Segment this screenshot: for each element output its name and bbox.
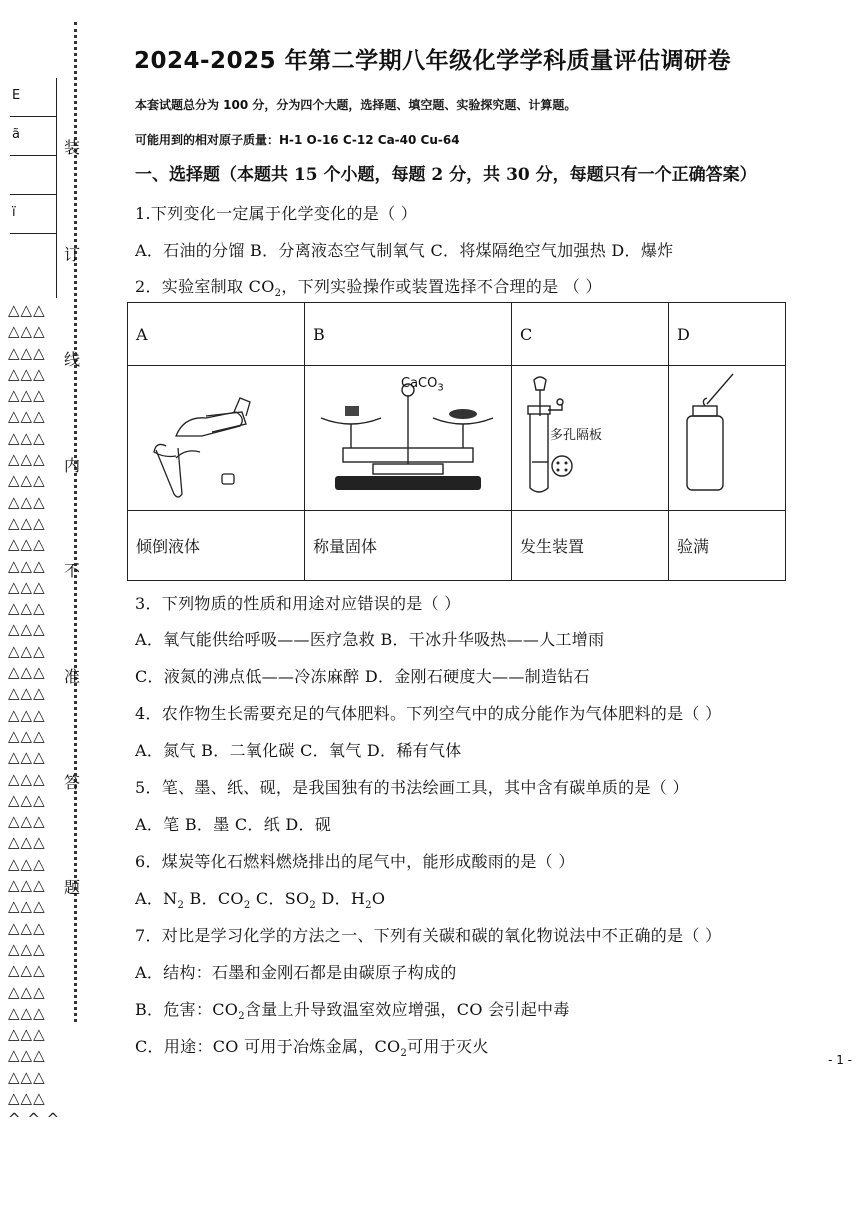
question-7-option-a: A．结构：石墨和金刚石都是由碳原子构成的 <box>135 963 457 982</box>
option-label: D <box>669 303 786 366</box>
binding-char: 准 <box>64 667 81 686</box>
question-1-options: A．石油的分馏 B．分离液态空气制氧气 C．将煤隔绝空气加强热 D．爆炸 <box>135 241 674 260</box>
info-box <box>10 156 56 195</box>
question-5-stem: 5．笔、墨、纸、砚，是我国独有的书法绘画工具，其中含有碳单质的是（ ） <box>135 778 689 797</box>
binding-char: 不 <box>64 561 81 580</box>
question-3-options: A．氧气能供给呼吸——医疗急救 B．干冰升华吸热——人工增雨 <box>135 630 605 649</box>
info-box: ã <box>10 117 56 156</box>
exam-title: 2024-2025 年第二学期八年级化学学科质量评估调研卷 <box>134 48 732 74</box>
info-box: ï <box>10 195 56 234</box>
binding-char: 答 <box>64 773 81 792</box>
option-label: B <box>305 303 512 366</box>
option-caption: 倾倒液体 <box>128 511 305 581</box>
info-box: E <box>10 78 56 117</box>
student-info-boxes <box>10 78 57 298</box>
binding-dotted-line <box>74 22 77 1022</box>
question-3-options: C．液氮的沸点低——冷冻麻醉 D．金刚石硬度大——制造钻石 <box>135 667 590 686</box>
option-label: C <box>512 303 669 366</box>
caco3-label: CaCO$_3$ <box>401 376 444 394</box>
question-1-stem: 1.下列变化一定属于化学变化的是（ ） <box>135 204 418 223</box>
section-heading: 一、选择题（本题共 15 个小题，每题 2 分，共 30 分，每题只有一个正确答案） <box>135 165 757 185</box>
balance-illustration <box>305 366 512 511</box>
question-6-options: A．$N_2$ B．$CO_2$ C．$SO_2$ D．$H_2O$ <box>135 889 386 912</box>
question-5-options: A．笔 B．墨 C．纸 D．砚 <box>135 815 332 834</box>
question-4-stem: 4．农作物生长需要充足的气体肥料。下列空气中的成分能作为气体肥料的是（ ） <box>135 704 722 723</box>
generator-illustration <box>512 366 669 511</box>
triangle-column: △△△ △△△ △△△ △△△ △△△ △△△ △△△ △△△ △△△ △△△ △△△ △△△ △△△ △△△ △△△ △△△ △△△ △△△ △△△ △△△ △△△ △△△ △△△ △△△ △△△ △△△ △△△ △△△ △△△ △△△ △△△ △△△ △△△ △△△ △△△ △△△ △△△ △△△ ^ ^ ^ <box>8 301 61 1129</box>
exam-note: 本套试题总分为 100 分，分为四个大题，选择题、填空题、实验探究题、计算题。 <box>135 98 577 112</box>
option-label: A <box>128 303 305 366</box>
option-caption: 称量固体 <box>305 511 512 581</box>
info-box <box>10 234 56 272</box>
binding-char: 订 <box>64 245 81 264</box>
question-3-stem: 3．下列物质的性质和用途对应错误的是（ ） <box>135 594 461 613</box>
question-6-stem: 6．煤炭等化石燃料燃烧排出的尾气中，能形成酸雨的是（ ） <box>135 852 575 871</box>
option-caption: 验满 <box>669 511 786 581</box>
pour-liquid-illustration <box>128 366 305 511</box>
page-number: - 1 - <box>828 1053 852 1067</box>
question-2-stem: 2．实验室制取 $CO_2$，下列实验操作或装置选择不合理的是 （ ） <box>135 277 602 300</box>
question-4-options: A．氮气 B．二氧化碳 C．氧气 D．稀有气体 <box>135 741 462 760</box>
atomic-mass-note: 可能用到的相对原子质量：H-1 O-16 C-12 Ca-40 Cu-64 <box>135 133 460 147</box>
question-2-table <box>127 302 786 581</box>
porous-plate-label: 多孔隔板 <box>550 428 603 443</box>
question-7-option-c: C．用途：CO 可用于冶炼金属，$CO_2$可用于灭火 <box>135 1037 489 1060</box>
gas-full-test-illustration <box>669 366 786 511</box>
binding-char: 题 <box>64 878 81 897</box>
option-caption: 发生装置 <box>512 511 669 581</box>
binding-char: 内 <box>64 456 81 475</box>
question-7-stem: 7．对比是学习化学的方法之一、下列有关碳和碳的氧化物说法中不正确的是（ ） <box>135 926 722 945</box>
binding-char: 线 <box>64 350 81 369</box>
binding-char: 装 <box>64 138 81 157</box>
question-7-option-b: B．危害：$CO_2$含量上升导致温室效应增强，CO 会引起中毒 <box>135 1000 570 1023</box>
